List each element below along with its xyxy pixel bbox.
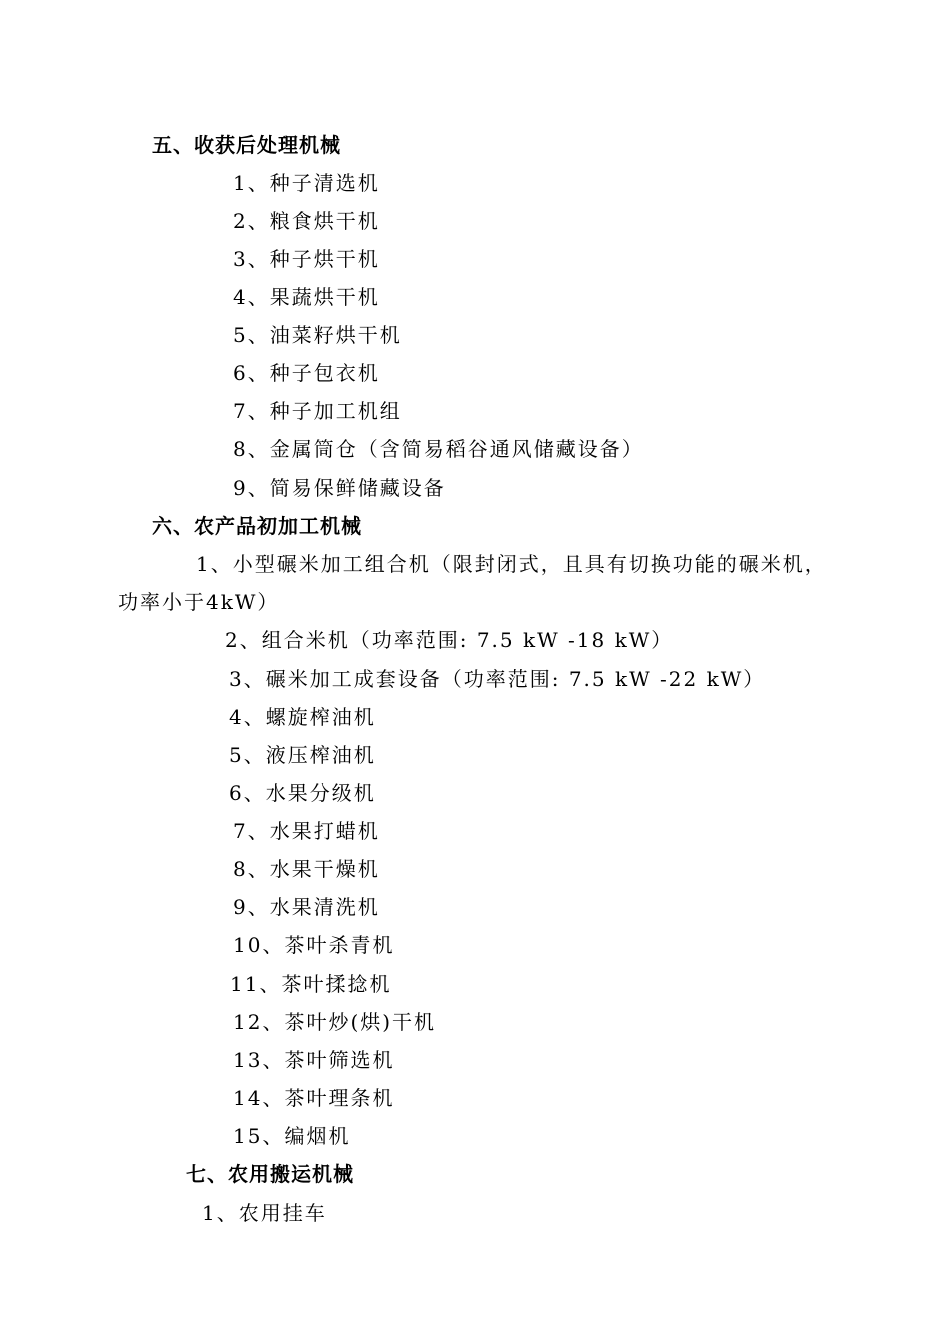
list-item: 3、碾米加工成套设备（功率范围: 7.5 kW -22 kW） <box>229 667 766 691</box>
list-item: 1、小型碾米加工组合机（限封闭式，且具有切换功能的碾米机， <box>196 552 827 576</box>
list-item: 6、水果分级机 <box>229 781 376 805</box>
list-item: 9、水果清洗机 <box>233 895 380 919</box>
list-item: 11、茶叶揉捻机 <box>230 972 392 996</box>
list-item: 8、水果干燥机 <box>233 857 380 881</box>
list-item: 7、水果打蜡机 <box>233 819 380 843</box>
list-item: 7、种子加工机组 <box>233 399 402 423</box>
list-item: 12、茶叶炒(烘)干机 <box>233 1010 437 1034</box>
list-item: 1、农用挂车 <box>202 1201 327 1225</box>
list-item-continuation: 功率小于4kW） <box>118 590 280 614</box>
section-heading-6: 六、农产品初加工机械 <box>152 514 362 538</box>
list-item: 2、组合米机（功率范围: 7.5 kW -18 kW） <box>225 628 674 652</box>
list-item: 8、金属筒仓（含简易稻谷通风储藏设备） <box>233 437 644 461</box>
list-item: 4、果蔬烘干机 <box>233 285 380 309</box>
list-item: 5、油菜籽烘干机 <box>233 323 402 347</box>
list-item: 14、茶叶理条机 <box>233 1086 395 1110</box>
list-item: 6、种子包衣机 <box>233 361 380 385</box>
section-heading-7: 七、农用搬运机械 <box>186 1162 354 1186</box>
list-item: 5、液压榨油机 <box>229 743 376 767</box>
list-item: 2、粮食烘干机 <box>233 209 380 233</box>
list-item: 13、茶叶筛选机 <box>233 1048 395 1072</box>
list-item: 15、编烟机 <box>233 1124 351 1148</box>
list-item: 4、螺旋榨油机 <box>229 705 376 729</box>
list-item: 1、种子清选机 <box>233 171 380 195</box>
section-heading-5: 五、收获后处理机械 <box>152 133 341 157</box>
list-item: 9、简易保鲜储藏设备 <box>233 476 446 500</box>
list-item: 10、茶叶杀青机 <box>233 933 395 957</box>
list-item: 3、种子烘干机 <box>233 247 380 271</box>
